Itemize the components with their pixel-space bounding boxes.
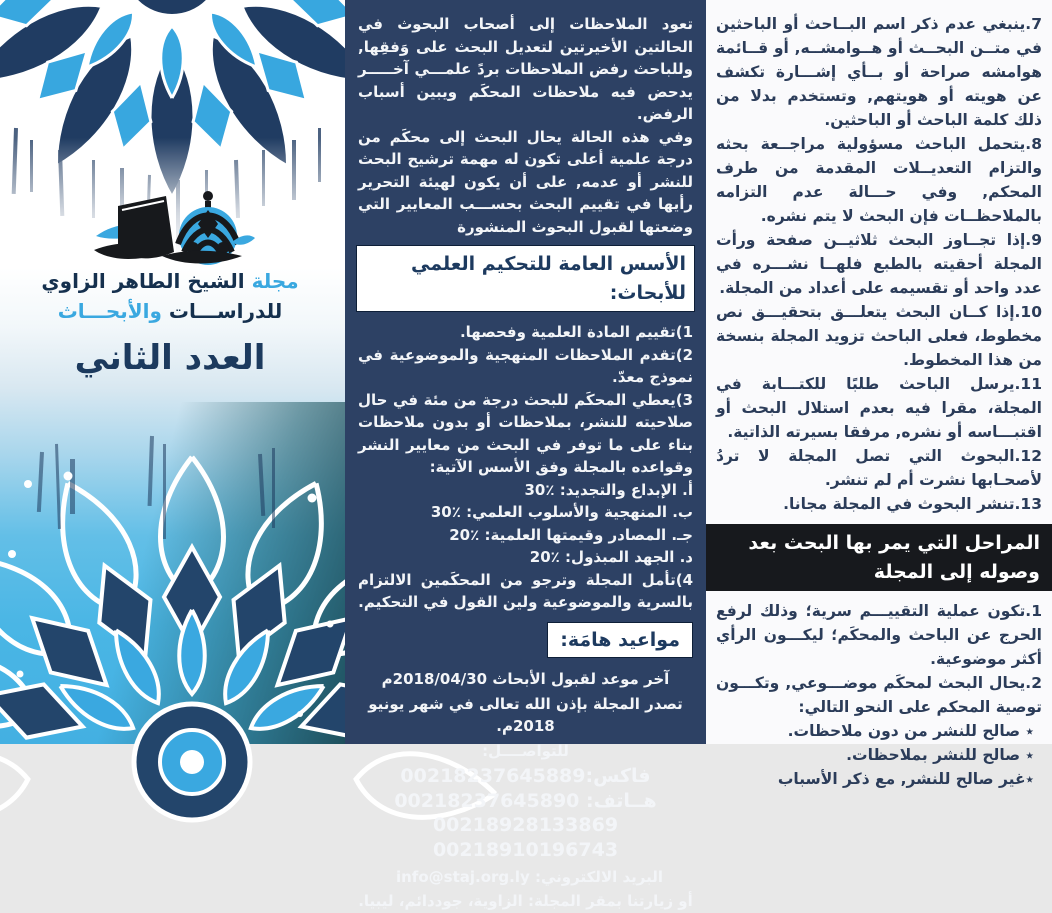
journal-emblem-icon [92,190,257,268]
rule-item: 1)تقييم المادة العلمية وفحصها. [459,323,693,341]
criterion-item: د. الجهد المبذول: ٪20 [529,548,693,566]
issue-number-label: العدد الثاني [74,338,266,378]
recommendation-item: ٭ صالح للنشر من دون ملاحظات. [787,722,1034,741]
stage-item-2: 2.يحال البحث لمحكَم موضـــوعي, وتكـــون توصية المحكم على النحو التالي: [716,674,1042,717]
fax-number: فاكس:00218237645889 [400,765,651,787]
issue-release-date: تصدر المجلة بإذن الله تعالى في شهر يونيو 2018م. [368,694,683,735]
recommendation-item: ٭غير صالح للنشر, مع ذكر الأسباب [777,770,1034,789]
rule-item-closing: 4)تأمل المجلة وترجو من المحكَمين الالتزام بالسرية والموضوعية ولين القول في التحكيم. [358,570,693,611]
journal-name: الشيخ الطاهر الزاوي [41,269,245,293]
guidelines-column [706,0,1052,789]
important-dates-heading: مواعيد هامَة: [547,622,693,659]
cover-panel [0,0,345,744]
criterion-item: ب. المنهجية والأسلوب العلمي: ٪30 [430,503,693,521]
rule-item: 2)تقدم الملاحظات المنهجية والموضوعية في نموذج معدّ. [358,345,693,386]
phone-number-2: 00218928133869 [432,814,619,837]
arbitration-section-heading: الأسس العامة للتحكيم العلمي للأبحاث: [356,245,695,312]
journal-subtitle-b: والأبحـــاث [57,299,162,323]
email-label: البريد الالكتروني: [535,867,663,886]
recommendation-list [716,719,1042,791]
journal-subtitle-a: للدراســـات [168,299,283,323]
stage-item-1: 1.تكون عملية التقييـــم سرية؛ وذلك لرفع الحرج عن الباحث والمحكَم؛ ليكـــون الرأي أكثر موضوعية. [716,602,1042,669]
journal-title-line1 [20,266,320,296]
guideline-item-12: 12.البحوث التي تصل المجلة لا تردُ لأصحـابها نشرت أم لم تنشر. [716,447,1042,490]
guideline-item-13: 13.تنشر البحوث في المجلة مجانا. [783,495,1042,514]
recommendation-item: ٭ صالح للنشر بملاحظات. [846,746,1034,765]
stages-banner-heading: المراحل التي يمر بها البحث بعد وصوله إلى المجلة [706,524,1052,591]
review-rules-column [345,0,706,911]
guideline-item-8: 8.يتحمل الباحث مسؤولية مراجــعة بحثه والتزام التعديــلات المقدمة من طرف المحكم, وفي حـــالة عدم التزامه بالملاحظــات فإن البحث لا يتم نشره. [716,135,1042,226]
guideline-item-9: 9.إذا تجــاوز البحث ثلاثيــن صفحة ورأت المجلة أحقيته بالطبع فلهــا نشـــره في عدد واحد أو تقسيمه على أعداد من المجلة. [716,231,1042,298]
rule-item: 3)يعطي المحكَم للبحث درجة من مئة في حال صلاحيته للنشر، بملاحظات أو بدون ملاحظات بناء على ما توفر في البحث من معايير النشر وقواعده بالمجلة وفق الأسس الآتية: [358,390,693,476]
journal-wordmark [20,266,320,326]
mandala-ornament-bottom-icon [0,414,345,744]
criterion-item: جـ. المصادر وقيمتها العلمية: ٪20 [449,525,693,544]
submission-deadline: آخر موعد لقبول الأبحاث 2018/04/30م [381,670,670,688]
email-line [358,866,693,889]
grading-criteria-list [358,479,693,569]
criterion-item: أ. الإبداع والتجديد: ٪30 [524,480,693,499]
journal-word: مجلة [251,269,299,293]
guideline-item-7: 7.ينبغي عدم ذكر اسم البــاحث أو الباحثين في متــن البحــث أو هــوامشــه, أو قــائمة هوامشه صراحة أو بــأي إشـــارة تكشف عن هويته أو هويتهم, وتستخدم بدلا من ذلك كلمة الباحث أو الباحثين. [716,15,1042,130]
contact-heading: للتواصــــل: [482,741,569,760]
phone-number: هــاتف: 00218237645890 [394,789,657,812]
phone-number-3: 00218910196743 [432,839,619,862]
email-address: info@staj.org.ly [395,867,530,886]
journal-title-line2 [20,296,320,326]
contact-block [358,668,693,913]
guideline-item-10: 10.إذا كــان البحث يتعلـــق بتحقيـــق نص مخطوط، فعلى الباحث تزويد المجلة بنسخة من هذا المخطوط. [716,303,1042,370]
escalation-paragraph: وفي هذه الحالة يحال البحث إلى محكَم من درجة علمية أعلى تكون له مهمة ترشيح البحث للنشر أو عدمه, على أن يكون لهيئة التحرير رأيها في تقييم البحث بحســـب المعايير التي وضعتها لقبول البحوث المنشورة [358,127,693,236]
notes-paragraph: تعود الملاحظات إلى أصحاب البحوث في الحالتين الأخيرتين لتعديل البحث على وَفقِها, وللباحث رفض الملاحظات بردً علمـــي آخـــــر يدحض فيه ملاحظات المحكَم ويبين أسباب الرفض. [358,15,693,123]
visit-address: أو زيارتنا بمقر المجلة: الزاوية، جوددائم، ليبيا. [358,892,693,911]
guideline-item-11: 11.يرسل الباحث طلبًا للكتـــابة في المجلة، مقرا فيه بعدم استلال البحث أو اقتبـــاسه أو نشره, مرفقا بسيرته الذاتية. [716,375,1042,442]
